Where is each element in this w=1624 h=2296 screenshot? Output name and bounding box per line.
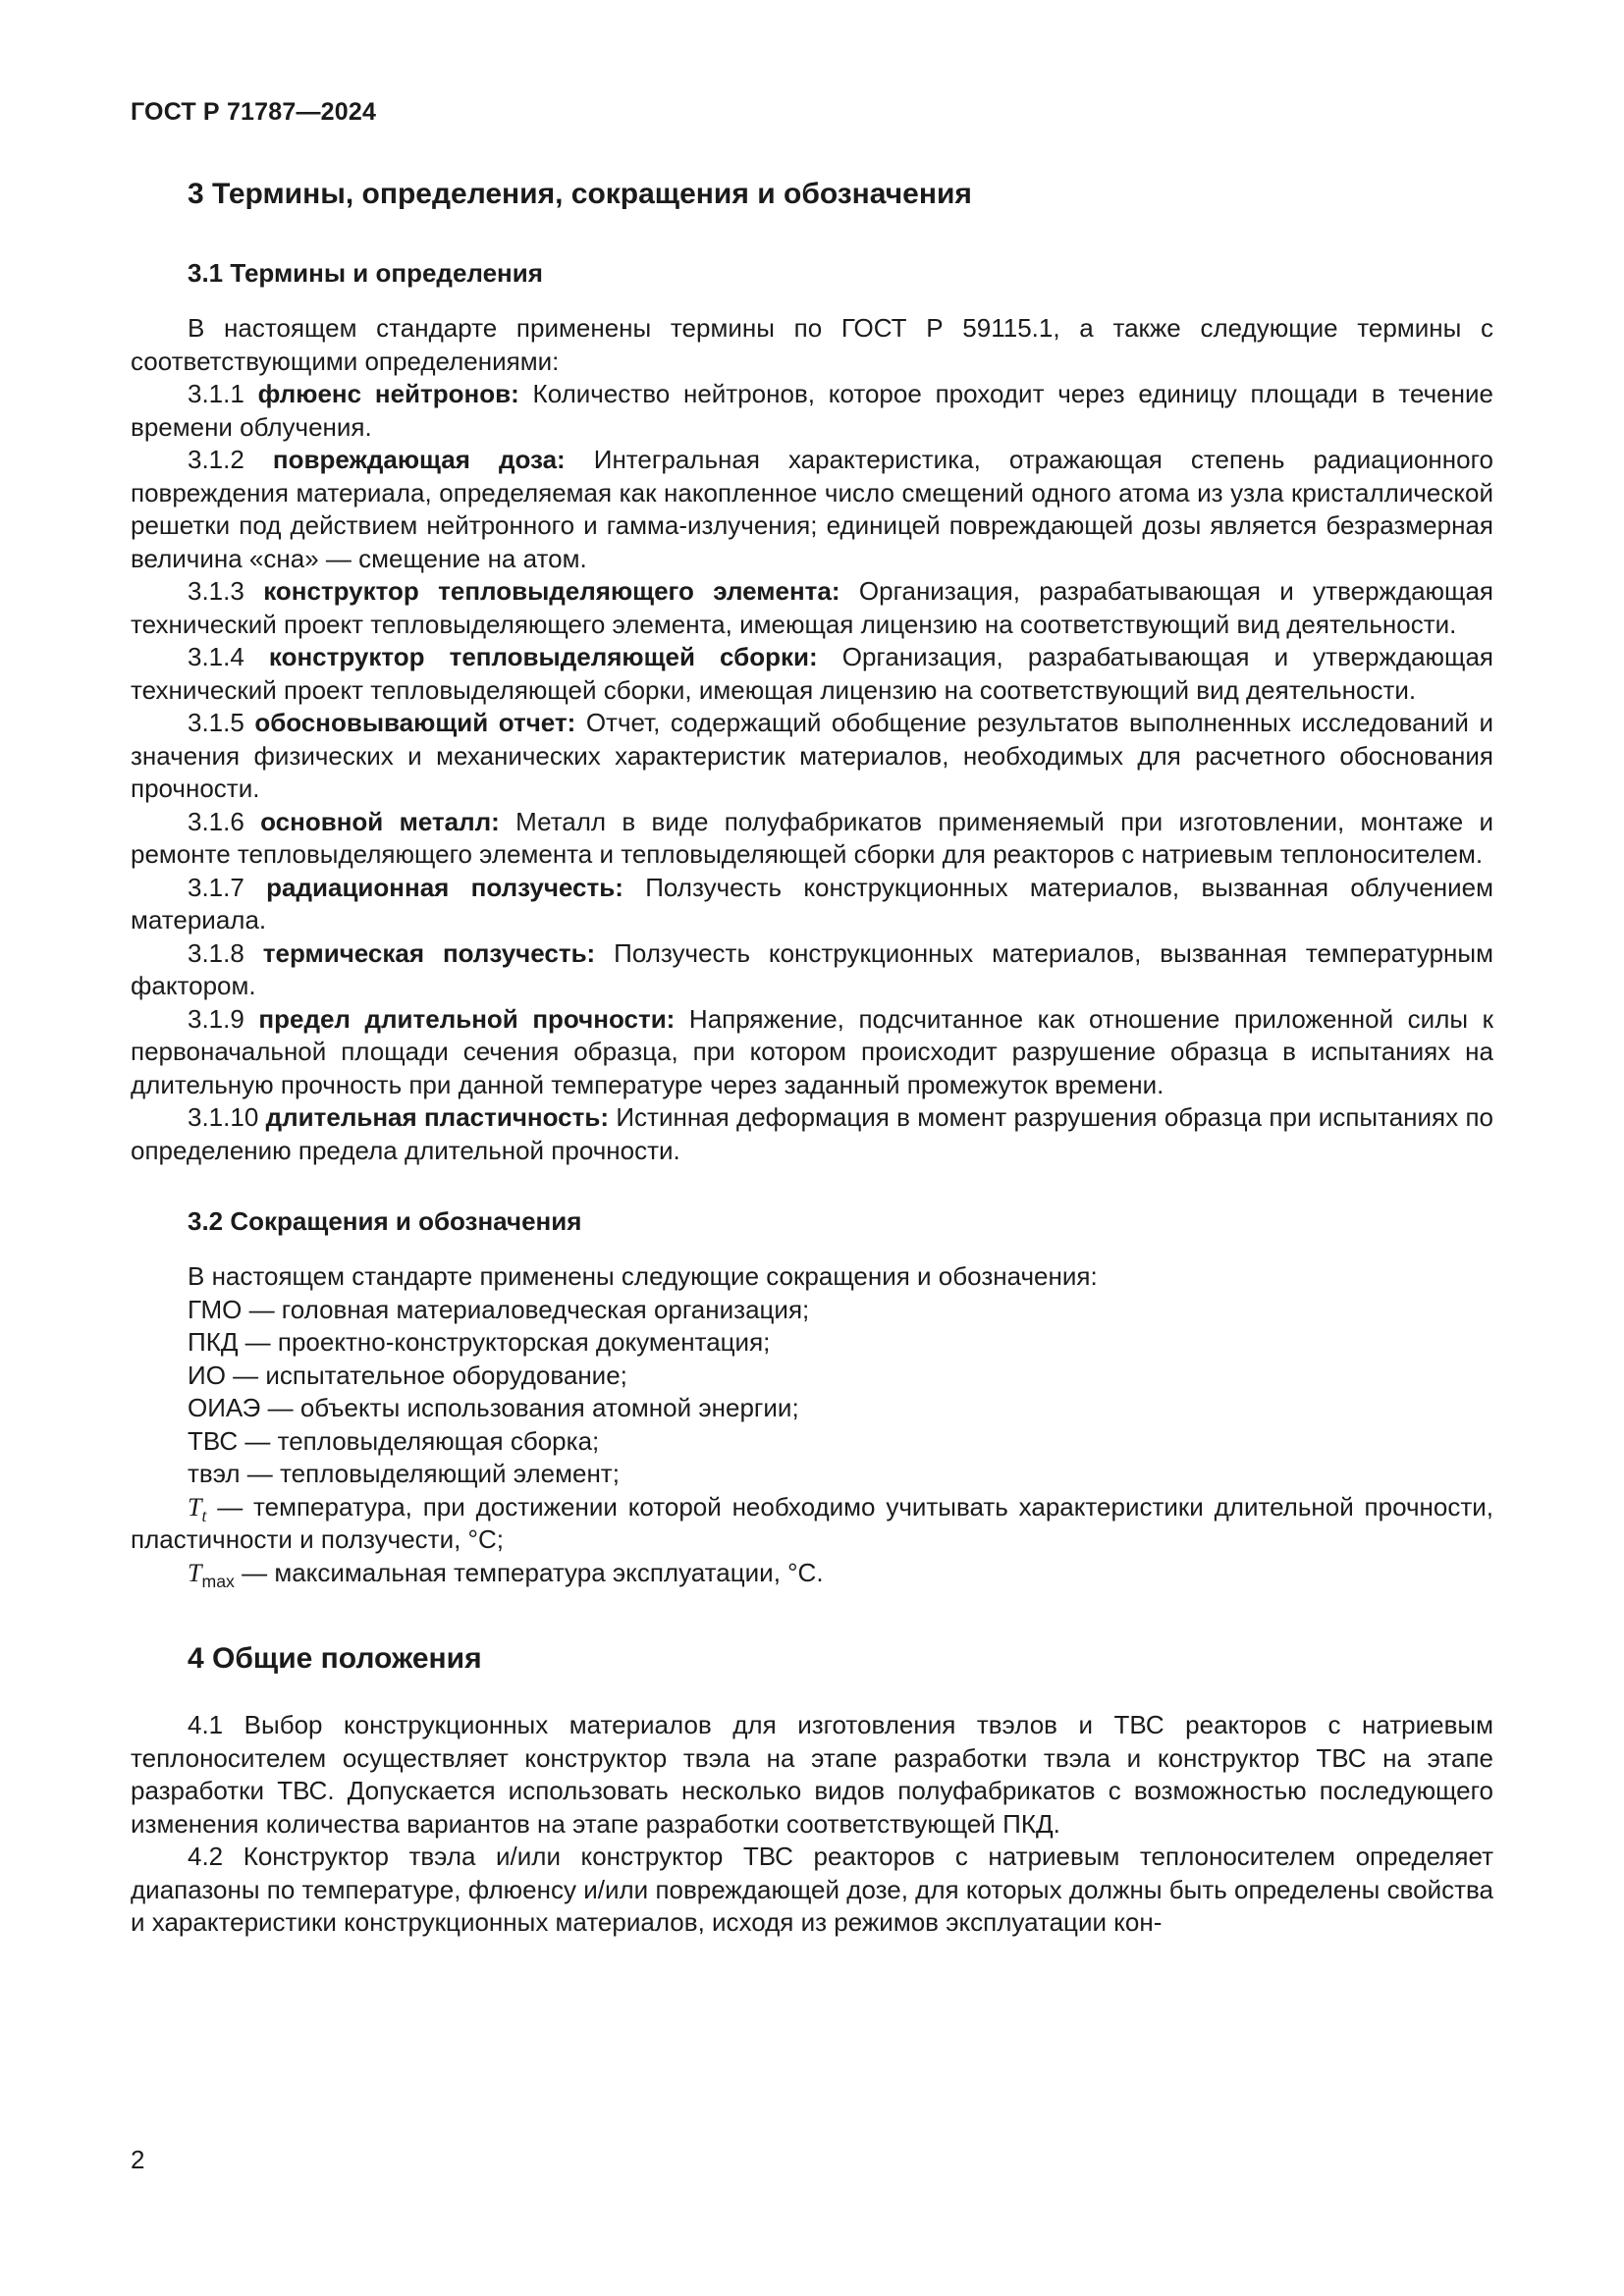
definition-number: 3.1.2 xyxy=(188,445,244,474)
definition-term: конструктор тепловыделяющего элемента: xyxy=(263,576,840,606)
definition-number: 3.1.7 xyxy=(188,872,244,902)
doc-code: ГОСТ Р 71787—2024 xyxy=(131,98,377,126)
symbol-subscript: max xyxy=(201,1571,235,1591)
definition-number: 3.1.3 xyxy=(188,576,244,606)
definition-item xyxy=(131,1101,1493,1167)
definition-item xyxy=(131,575,1493,641)
definition-item xyxy=(131,444,1493,575)
definition-number: 3.1.6 xyxy=(188,806,244,836)
definition-item xyxy=(131,806,1493,872)
definition-item xyxy=(131,872,1493,937)
definition-item xyxy=(131,1003,1493,1102)
clause-text: Выбор конструкционных материалов для изготовления твэлов и ТВС реакторов с натриевым теплоносителем осуществляет конструктор твэла на этапе разработки твэла и конструктор ТВС на этапе разработки ТВС. Допускается использовать несколько видов полуфабрикатов с возможностью последующего изменения количества вариантов на этапе разработки соответствующей ПКД. xyxy=(131,1710,1493,1839)
abbreviation-item: твэл — тепловыделяющий элемент; xyxy=(188,1459,620,1488)
definition-item xyxy=(131,937,1493,1003)
symbol-letter: T xyxy=(188,1492,202,1522)
section-3-1-intro: В настоящем стандарте применены термины по ГОСТ Р 59115.1, а также следующие термины с соответствующими определениями: xyxy=(131,313,1493,376)
definition-item xyxy=(131,641,1493,707)
definition-term: радиационная ползучесть: xyxy=(266,872,623,902)
definition-body: Истинная деформация в момент разрушения образца при испытаниях по определению предела длительной прочности. xyxy=(131,1102,1493,1165)
definition-term: обосновывающий отчет: xyxy=(254,708,576,737)
section-3-2-title: 3.2 Сокращения и обозначения xyxy=(188,1206,582,1236)
definition-body: Ползучесть конструкционных материалов, вызванная температурным фактором. xyxy=(131,937,1493,1000)
definition-body: Напряжение, подсчитанное как отношение приложенной силы к первоначальной площади сечения образца, при котором происходит разрушение образца в испытаниях на длительную прочность при данной температуре через заданный промежуток времени. xyxy=(131,1003,1494,1099)
symbol-letter: T xyxy=(188,1558,202,1587)
section-3-1-title: 3.1 Термины и определения xyxy=(188,258,543,288)
symbol-definition: — максимальная температура эксплуатации, °С. xyxy=(242,1557,824,1587)
definition-item xyxy=(131,707,1493,806)
clause-number: 4.2 xyxy=(188,1842,224,1871)
definition-term: длительная пластичность: xyxy=(265,1102,610,1132)
definition-number: 3.1.4 xyxy=(188,642,244,671)
definition-term: повреждающая доза: xyxy=(272,445,566,474)
definition-item xyxy=(131,378,1493,444)
definition-term: термическая ползучесть: xyxy=(262,937,596,968)
definition-body: Организация, разрабатывающая и утверждающая технический проект тепловыделяющего элемента, имеющая лицензию на соответствующий вид деятельности. xyxy=(131,576,1493,639)
definition-number: 3.1.5 xyxy=(188,708,244,737)
definition-term: конструктор тепловыделяющей сборки: xyxy=(268,642,818,671)
clause-item xyxy=(131,1709,1493,1841)
definition-number: 3.1.10 xyxy=(188,1102,259,1132)
definition-term: предел длительной прочности: xyxy=(258,1003,676,1034)
definition-body: Отчет, содержащий обобщение результатов выполненных исследований и значения физических и механических характеристик материалов, необходимых для расчетного обоснования прочности. xyxy=(131,708,1493,803)
abbreviation-item: ГМО — головная материаловедческая организация; xyxy=(188,1294,810,1324)
definition-body: Ползучесть конструкционных материалов, вызванная облучением материала. xyxy=(131,872,1493,934)
clause-text: Конструктор твэла и/или конструктор ТВС реакторов с натриевым теплоносителем определяет диапазоны по температуре, флюенсу и/или повреждающей дозе, для которых должны быть определены свойства и характеристики конструкционных материалов, исходя из режимов эксплуатации кон- xyxy=(131,1842,1493,1937)
page-number: 2 xyxy=(131,2145,145,2174)
definition-number: 3.1.8 xyxy=(188,937,244,968)
section-4-title: 4 Общие положения xyxy=(188,1642,482,1675)
abbreviation-item: ТВС — тепловыделяющая сборка; xyxy=(188,1425,600,1456)
section-3-2-intro: В настоящем стандарте применены следующие сокращения и обозначения: xyxy=(188,1261,1098,1291)
definition-number: 3.1.1 xyxy=(188,379,244,408)
abbreviation-item: ОИАЭ — объекты использования атомной энергии; xyxy=(188,1393,799,1422)
clause-number: 4.1 xyxy=(188,1710,224,1739)
symbol-item xyxy=(131,1557,1493,1590)
definition-term: флюенс нейтронов: xyxy=(257,379,519,408)
section-3-title: 3 Термины, определения, сокращения и обозначения xyxy=(188,178,972,210)
symbol-item xyxy=(131,1491,1493,1557)
abbreviation-item: ПКД — проектно-конструкторская документация; xyxy=(188,1327,771,1357)
definition-number: 3.1.9 xyxy=(188,1003,244,1034)
definition-term: основной металл: xyxy=(260,806,500,836)
definition-body: Количество нейтронов, которое проходит через единицу площади в течение времени облучения. xyxy=(131,379,1493,442)
definition-body: Организация, разрабатывающая и утверждающая технический проект тепловыделяющей сборки, имеющая лицензию на соответствующий вид деятельности. xyxy=(131,642,1493,705)
symbol-definition: — температура, при достижении которой необходимо учитывать характеристики длительной прочности, пластичности и ползучести, °С; xyxy=(131,1491,1493,1554)
clause-item xyxy=(131,1841,1493,1940)
abbreviation-item: ИО — испытательное оборудование; xyxy=(188,1360,627,1390)
definition-body: Металл в виде полуфабрикатов применяемый при изготовлении, монтаже и ремонте тепловыделяющего элемента и тепловыделяющей сборки для реакторов с натриевым теплоносителем. xyxy=(131,806,1493,869)
symbol-subscript: t xyxy=(201,1505,207,1525)
definition-body: Интегральная характеристика, отражающая степень радиационного повреждения материала, определяемая как накопленное число смещений одного атома из узла кристаллической решетки под действием нейтронного и гамма-излучения; единицей повреждающей дозы является безразмерная величина «сна» — смещение на атом. xyxy=(131,445,1493,573)
